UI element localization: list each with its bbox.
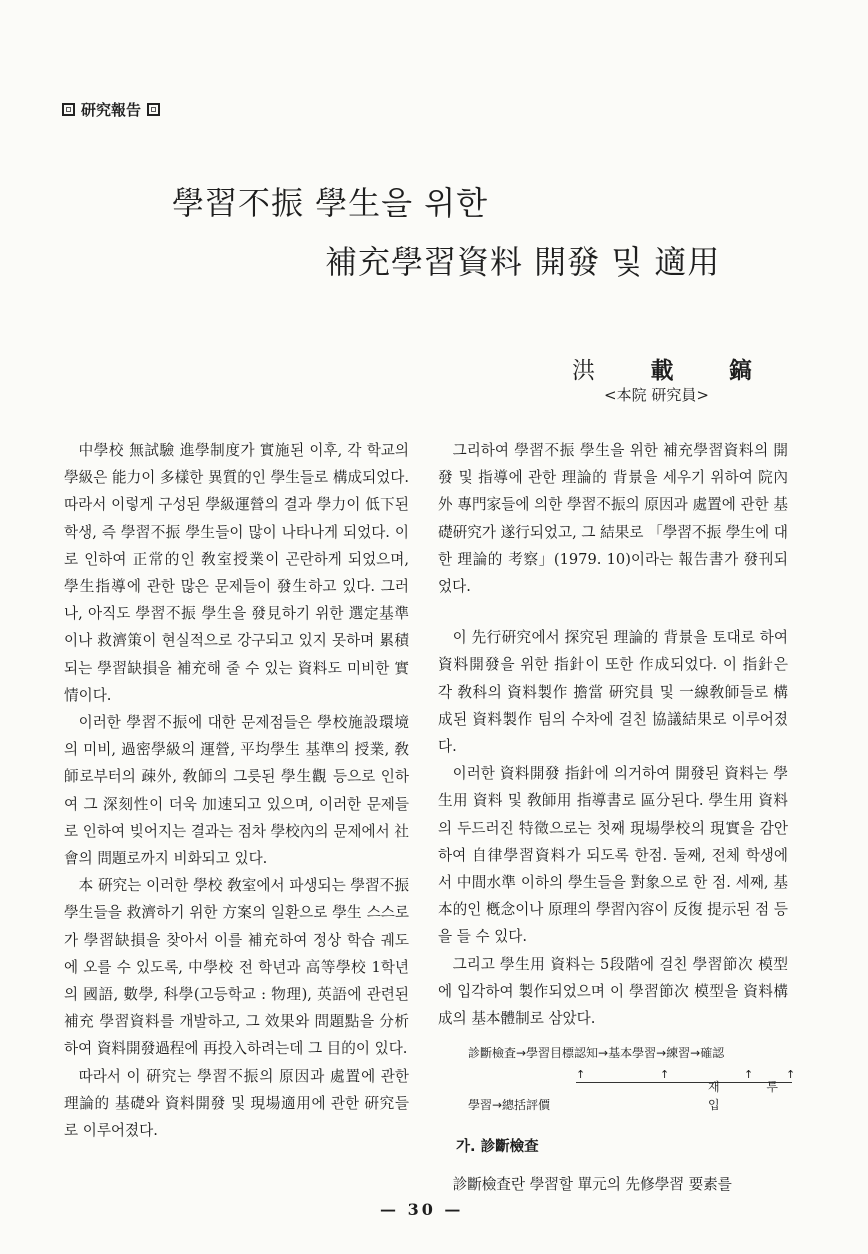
procedure-final-step: 學習→總括評價 xyxy=(468,1098,551,1113)
learning-procedure-diagram xyxy=(468,1044,796,1114)
square-bullet-icon xyxy=(62,103,75,116)
body-paragraph: 中學校 無試驗 進學制度가 實施된 이후, 각 학교의 學級은 能力이 多樣한 異質的인 學生들로 構成되었다. 따라서 이렇게 구성된 學級運營의 결과 學力이 低下된 학생, 즉 學習不振 學生들이 많이 나타나게 되었다. 이로 인하여 正常的인 敎室授業이 곤란하게 되었으며, 學生指導에 관한 많은 문제들이 發生하고 있다. 그러나, 아직도 學習不振 學生을 發見하기 위한 選定基準이나 救濟策이 현실적으로 강구되고 있지 못하며 累積되는 學習缺損을 補充해 줄 수 있는 資料도 미비한 實情이다. xyxy=(64,442,409,704)
page-number: — 30 — xyxy=(380,1200,464,1219)
body-paragraph: 診斷檢査란 學習할 單元의 先修學習 要素를 xyxy=(452,1176,732,1194)
right-column xyxy=(438,437,796,1199)
author-name-part: 載 xyxy=(650,357,674,384)
author-affiliation: <本院 研究員> xyxy=(604,386,709,404)
author-name xyxy=(572,352,752,385)
feedback-arrows: ↑ ↑ ↑ ↑ xyxy=(576,1064,792,1083)
title-line-1: 學習不振 學生을 위한 xyxy=(172,184,489,222)
body-paragraph: 이러한 資料開發 指針에 의거하여 開發된 資料는 學生用 資料 및 敎師用 指導書로 區分된다. 學生用 資料의 두드러진 特徵으로는 첫째 現場學校의 現實을 감안하여 自律學習資料가 되도록 한점. 둘째, 전체 학생에서 中間水準 이하의 學生들을 對象으로 한 점. 세째, 基本的인 槪念이나 原理의 學習內容이 反復 提示된 점 등을 들 수 있다. xyxy=(438,765,788,946)
author-name-part: 鎬 xyxy=(729,357,752,384)
reinput-label: 재 투 입 xyxy=(708,1080,788,1113)
left-column xyxy=(64,437,409,1144)
section-heading: 가. 診斷檢査 xyxy=(456,1139,539,1156)
square-bullet-icon xyxy=(147,103,160,116)
body-paragraph: 그리고 學生用 資料는 5段階에 걸친 學習節次 模型에 입각하여 製作되었으며 이 學習節次 模型을 資料構成의 基本體制로 삼았다. xyxy=(438,955,788,1028)
body-paragraph: 이러한 學習不振에 대한 문제점들은 學校施設環境의 미비, 過密學級의 運營, 平均學生 基準의 授業, 敎師로부터의 疎外, 敎師의 그릇된 學生觀 등으로 인하여 그 深刻性이 더욱 加速되고 있으며, 이러한 문제들로 인하여 빚어지는 결과는 점차 學校內의 문제에서 社會의 問題로까지 비화되고 있다. xyxy=(64,714,409,868)
body-paragraph: 이 先行硏究에서 探究된 理論的 背景을 토대로 하여 資料開發을 위한 指針이 또한 作成되었다. 이 指針은 각 敎科의 資料製作 擔當 硏究員 및 一線敎師들로 構成된 資料製作 팀의 수차에 걸친 協議結果로 이루어졌다. xyxy=(438,629,788,756)
procedure-steps: 診斷檢査→學習目標認知→基本學習→練習→確認 xyxy=(468,1046,725,1061)
body-paragraph: 그리하여 學習不振 學生을 위한 補充學習資料의 開發 및 指導에 관한 理論的 背景을 세우기 위하여 院內外 專門家들에 의한 學習不振의 原因과 處置에 관한 基礎硏究가 遂行되었고, 그 結果로 「學習不振 學生에 대한 理論的 考察」(1979. 10)이라는 報告書가 發刊되었다. xyxy=(438,442,788,596)
body-paragraph: 따라서 이 硏究는 學習不振의 原因과 處置에 관한 理論的 基礎와 資料開發 및 現場適用에 관한 硏究들로 이루어졌다. xyxy=(64,1067,409,1140)
author-name-part: 洪 xyxy=(572,358,595,384)
body-paragraph: 本 硏究는 이러한 學校 敎室에서 파생되는 學習不振 學生들을 救濟하기 위한 方案의 일환으로 學生 스스로가 學習缺損을 찾아서 이를 補充하여 정상 학습 궤도에 오를 수 있도록, 中學校 전 학년과 高等學校 1학년의 國語, 數學, 科學(고등학교 : 物理), 英語에 관련된 補充 學習資料를 개발하고, 그 效果와 問題點을 分析하여 資料開發過程에 再投入하려는데 그 目的이 있다. xyxy=(64,877,409,1058)
report-category xyxy=(62,99,160,120)
title-line-2: 補充學習資料 開發 및 適用 xyxy=(325,243,721,281)
category-label: 研究報告 xyxy=(81,101,142,119)
